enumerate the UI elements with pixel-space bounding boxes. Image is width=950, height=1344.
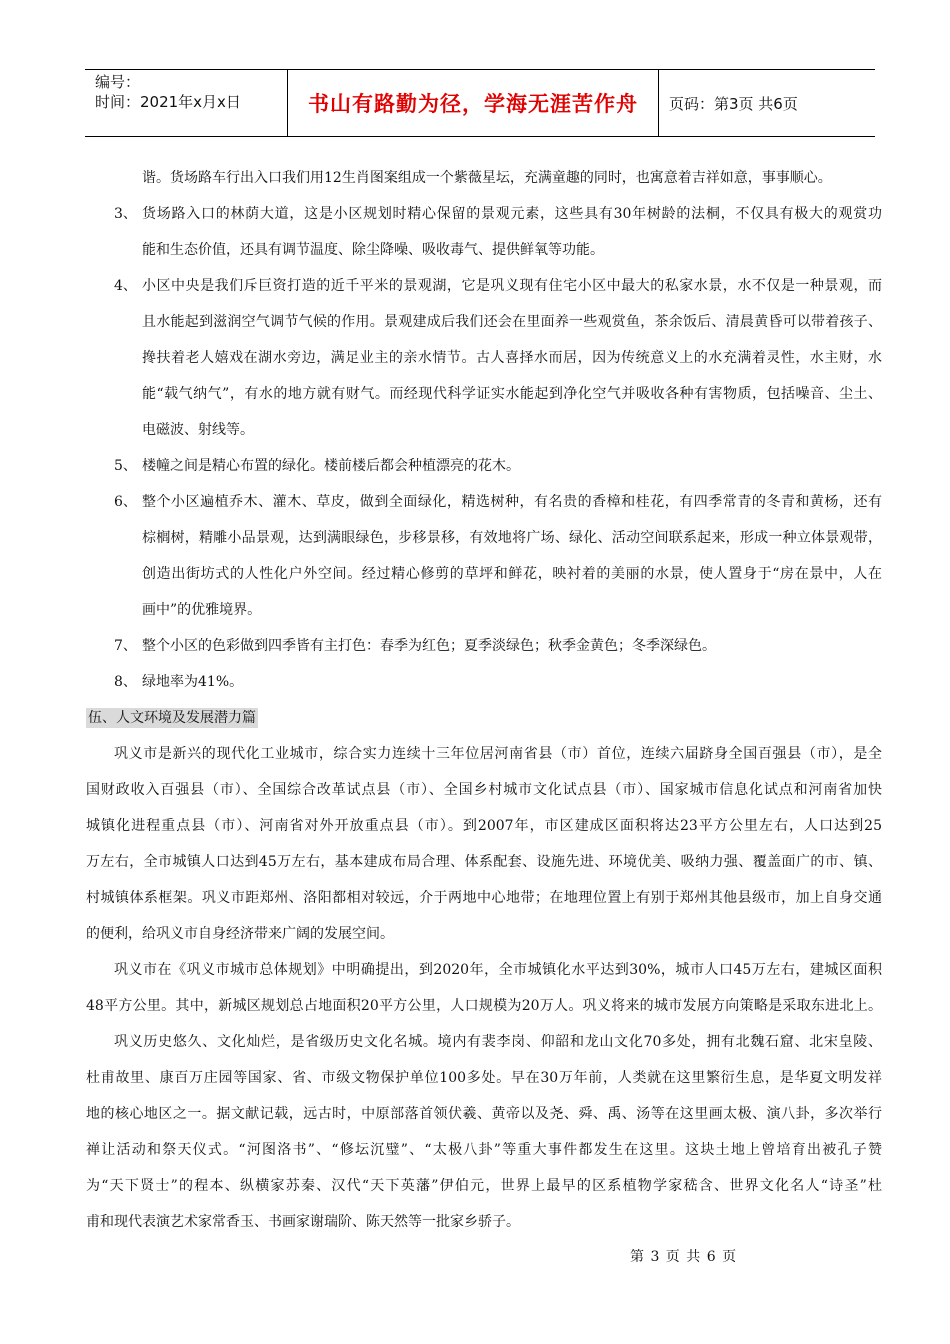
list-item (86, 160, 882, 196)
list-line: 棕榈树，精雕小品景观，达到满眼绿色，步移景移，有效地将广场、绿化、活动空间联系起来，形成一种立体景观带， (142, 530, 882, 546)
list-item-continuation (86, 376, 882, 412)
list-item (86, 196, 882, 232)
paragraph-line: 国财政收入百强县（市）、全国综合改革试点县（市）、全国乡村城市文化试点县（市）、国家城市信息化试点和河南省加快 (86, 782, 882, 798)
list-line: 整个小区的色彩做到四季皆有主打色：春季为红色；夏季淡绿色；秋季金黄色；冬季深绿色。 (142, 638, 716, 654)
list-line: 电磁波、射线等。 (142, 422, 254, 438)
list-item (86, 664, 882, 700)
list-line: 能“载气纳气”，有水的地方就有财气。而经现代科学证实水能起到净化空气并吸收各种有害物质，包括噪音、尘土、 (142, 386, 882, 402)
list-item-continuation (86, 556, 882, 592)
header-meta (85, 70, 287, 136)
list-line: 楼幢之间是精心布置的绿化。楼前楼后都会种植漂亮的花木。 (142, 458, 520, 474)
list-line: 货场路入口的林荫大道，这是小区规划时精心保留的景观元素，这些具有30年树龄的法桐，不仅具有极大的观赏功 (142, 206, 882, 222)
list-number: 8、 (114, 674, 137, 690)
list-item-continuation (86, 304, 882, 340)
list-line: 能和生态价值，还具有调节温度、除尘降噪、吸收毒气、提供鲜氧等功能。 (142, 242, 604, 258)
paragraph-line: 甫和现代表演艺术家常香玉、书画家谢瑞阶、陈天然等一批家乡骄子。 (86, 1214, 520, 1230)
paragraph-line: 巩义历史悠久、文化灿烂，是省级历史文化名城。境内有裴李岗、仰韶和龙山文化70多处，拥有北魏石窟、北宋皇陵、 (114, 1034, 882, 1050)
document-number-label: 编号： (95, 73, 141, 91)
list-item (86, 628, 882, 664)
section-heading: 伍、人文环境及发展潜力篇 (88, 710, 256, 726)
header-page-info (659, 70, 875, 136)
page-header (85, 69, 875, 137)
list-number: 5、 (114, 458, 137, 474)
paragraph-line: 的便利，给巩义市自身经济带来广阔的发展空间。 (86, 926, 394, 942)
list-item (86, 268, 882, 304)
list-line: 搀扶着老人嬉戏在湖水旁边，满足业主的亲水情节。古人喜择水而居，因为传统意义上的水充满着灵性，水主财，水 (142, 350, 882, 366)
paragraph-line: 万左右，全市城镇人口达到45万左右，基本建成布局合理、体系配套、设施先进、环境优美、吸纳力强、覆盖面广的市、镇、 (86, 854, 882, 870)
page-footer: 第 3 页 共 6 页 (630, 1249, 738, 1265)
list-item (86, 484, 882, 520)
list-number: 7、 (114, 638, 137, 654)
list-line: 绿地率为41%。 (142, 674, 244, 690)
paragraph-line: 巩义市在《巩义市城市总体规划》中明确提出，到2020年，全市城镇化水平达到30%，城市人口45万左右，建城区面积 (114, 962, 882, 978)
section-heading-row (86, 700, 882, 736)
list-line: 小区中央是我们斥巨资打造的近千平米的景观湖，它是巩义现有住宅小区中最大的私家水景，水不仅是一种景观，而 (142, 278, 882, 294)
paragraph-line: 杜甫故里、康百万庄园等国家、省、市级文物保护单位100多处。早在30万年前，人类就在这里繁衍生息，是华夏文明发祥 (86, 1070, 882, 1086)
page-info-text: 页码：第3页 共6页 (669, 94, 798, 113)
header-motto-cell (287, 70, 659, 136)
list-line: 创造出街坊式的人性化户外空间。经过精心修剪的草坪和鲜花，映衬着的美丽的水景，使人置身于“房在景中，人在 (142, 566, 882, 582)
list-item-continuation (86, 520, 882, 556)
paragraph-line: 城镇化进程重点县（市）、河南省对外开放重点县（市）。到2007年，市区建成区面积将达23平方公里左右，人口达到25 (86, 818, 882, 834)
list-number: 4、 (114, 278, 137, 294)
list-item-continuation (86, 412, 882, 448)
list-item-continuation (86, 592, 882, 628)
list-line: 且水能起到滋润空气调节气候的作用。景观建成后我们还会在里面养一些观赏鱼，茶余饭后、清晨黄昏可以带着孩子、 (142, 314, 882, 330)
list-line: 谐。货场路车行出入口我们用12生肖图案组成一个紫薇星坛，充满童趣的同时，也寓意着吉祥如意，事事顺心。 (142, 170, 832, 186)
list-number: 3、 (114, 206, 137, 222)
list-line: 整个小区遍植乔木、灌木、草皮，做到全面绿化，精选树种，有名贵的香樟和桂花，有四季常青的冬青和黄杨，还有 (142, 494, 882, 510)
list-item-continuation (86, 232, 882, 268)
document-time-label: 时间：2021年x月x日 (95, 93, 241, 111)
list-item (86, 448, 882, 484)
list-line: 画中”的优雅境界。 (142, 602, 262, 618)
paragraph-line: 地的核心地区之一。据文献记载，远古时，中原部落首领伏羲、黄帝以及尧、舜、禹、汤等在这里画太极、演八卦，多次举行 (86, 1106, 882, 1122)
paragraph-line: 禅让活动和祭天仪式。“河图洛书”、“修坛沉璧”、“太极八卦”等重大事件都发生在这里。这块土地上曾培育出被孔子赞 (86, 1142, 882, 1158)
paragraph-line: 为“天下贤士”的程本、纵横家苏秦、汉代“天下英藩”伊伯元，世界上最早的区系植物学家嵇含、世界文化名人“诗圣”杜 (86, 1178, 882, 1194)
header-motto: 书山有路勤为径，学海无涯苦作舟 (308, 92, 638, 116)
paragraph-line: 巩义市是新兴的现代化工业城市，综合实力连续十三年位居河南省县（市）首位，连续六届跻身全国百强县（市），是全 (114, 746, 882, 762)
document-body (86, 160, 882, 1240)
paragraph-line: 村城镇体系框架。巩义市距郑州、洛阳都相对较远，介于两地中心地带；在地理位置上有别于郑州其他县级市，加上自身交通 (86, 890, 882, 906)
list-number: 6、 (114, 494, 137, 510)
paragraph-line: 48平方公里。其中，新城区规划总占地面积20平方公里，人口规模为20万人。巩义将来的城市发展方向策略是采取东进北上。 (86, 998, 882, 1014)
list-item-continuation (86, 340, 882, 376)
